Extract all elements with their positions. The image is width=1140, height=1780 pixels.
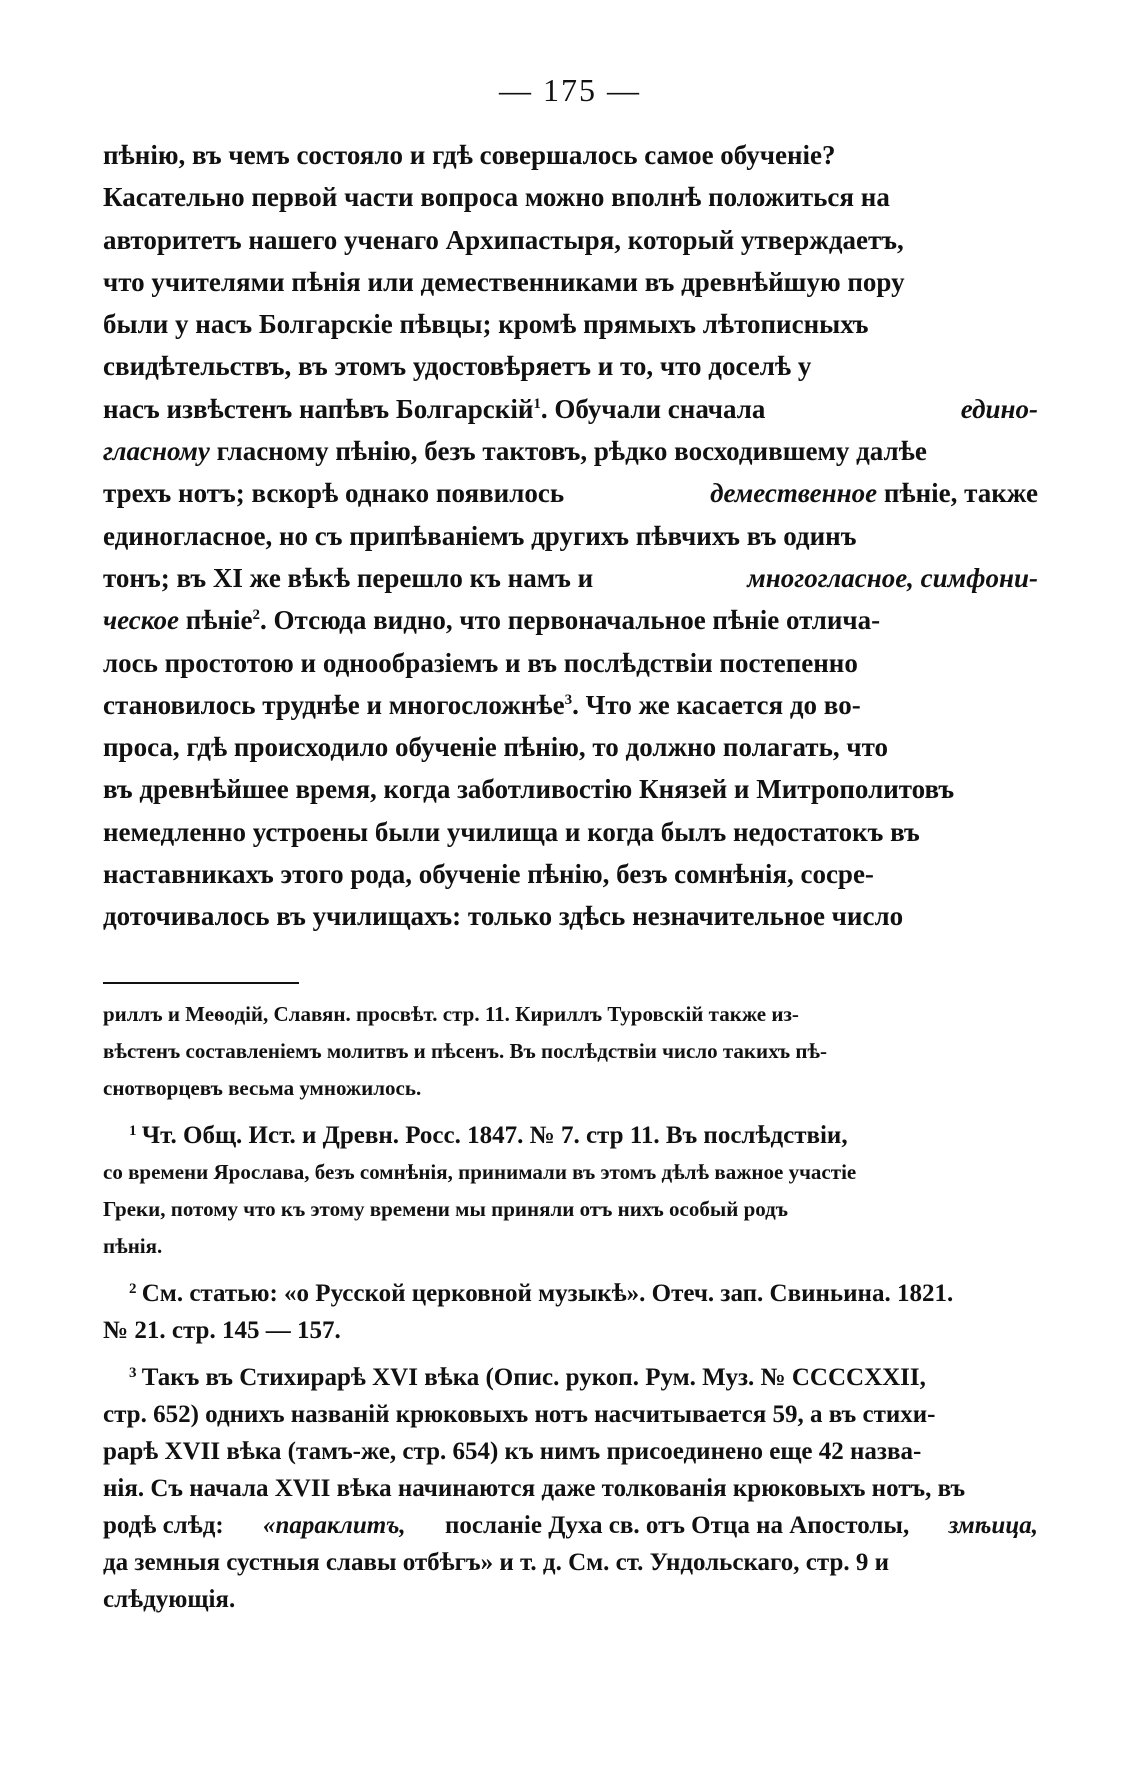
- text-span: посланіе Духа св. отъ Отца на Апостолы,: [444, 1512, 910, 1539]
- text-span: . Что же касается до во-: [572, 689, 861, 720]
- text-line: [103, 642, 1038, 684]
- italic-term: ческое: [103, 605, 179, 636]
- footnote-line: [103, 1275, 1038, 1312]
- italic-term: «параклитъ,: [262, 1512, 406, 1539]
- footnote-line: [103, 1581, 1038, 1618]
- footnote-line: [103, 1191, 1038, 1228]
- text-line: [103, 345, 1038, 387]
- footnote-2: [103, 1275, 1038, 1349]
- text-span: [103, 599, 880, 641]
- footnote-ref: 2: [252, 607, 260, 624]
- footnote-ref: 3: [564, 691, 573, 708]
- text-span: становилось труднѣе и многосложнѣе: [103, 689, 565, 720]
- page-number: — 175 —: [499, 72, 641, 108]
- text-line: [103, 557, 1038, 599]
- footnote-line: [103, 1359, 1038, 1396]
- text-span: рарѣ XVII вѣка (тамъ-же, стр. 654) къ нимъ присоединено еще 42 назва-: [103, 1438, 922, 1465]
- text-span: Касательно первой части вопроса можно вполнѣ положиться на: [103, 182, 890, 213]
- italic-term: змѣица,: [948, 1512, 1038, 1539]
- text-span: См. статью: «о Русской церковной музыкѣ». Отеч. зап. Свиньина. 1821.: [141, 1280, 954, 1307]
- text-span: тонъ; въ XI же вѣкѣ перешло къ намъ и: [103, 562, 594, 593]
- text-line: [103, 768, 1038, 810]
- footnote-line: [103, 1228, 1038, 1265]
- footnote-1: [103, 1117, 1038, 1265]
- text-span: гласному пѣнію, безъ тактовъ, рѣдко восходившему далѣе: [216, 436, 927, 467]
- footnote-3: [103, 1359, 1038, 1618]
- footnotes: [103, 996, 1038, 1628]
- text-line: [103, 261, 1038, 303]
- text-line: [103, 176, 1038, 218]
- text-span: вѣстенъ составленіемъ молитвъ и пѣсенъ. Въ послѣдствіи число такихъ пѣ-: [103, 1039, 828, 1063]
- text-span: [129, 1275, 953, 1312]
- text-span: доточивалось въ училищахъ: только здѣсь незначительное число: [103, 901, 904, 932]
- footnote-line: [103, 1312, 1038, 1349]
- footnote-mark: 1: [129, 1123, 137, 1139]
- footnote-line: [103, 1117, 1038, 1154]
- text-line: [103, 303, 1038, 345]
- footnote-line: [103, 1396, 1038, 1433]
- text-span: . Обучали сначала: [540, 393, 766, 424]
- text-span: снотворцевъ весьма умножилось.: [103, 1076, 422, 1100]
- footnote-line: [103, 996, 1038, 1033]
- footnote-line: [103, 1507, 1038, 1544]
- text-span: трехъ нотъ; вскорѣ однако появилось: [103, 478, 565, 509]
- footnote-line: [103, 1033, 1038, 1070]
- text-span: пѣніе, также: [883, 478, 1038, 509]
- text-span: родѣ слѣд:: [103, 1512, 224, 1539]
- text-line: [103, 684, 1038, 726]
- text-span: Такъ въ Стихирарѣ XVI вѣка (Опис. рукоп. Рум. Муз. № CCCCXXII,: [141, 1364, 926, 1391]
- text-span: риллъ и Меѳодій, Славян. просвѣт. стр. 11. Кириллъ Туровскій также из-: [103, 1002, 799, 1026]
- text-line: [103, 853, 1038, 895]
- text-span: наставникахъ этого рода, обученіе пѣнію, безъ сомнѣнія, сосре-: [103, 859, 874, 890]
- text-span: проса, гдѣ происходило обученіе пѣнію, то должно полагать, что: [103, 732, 888, 763]
- text-span: что учителями пѣнія или демественниками въ древнѣйшую пору: [103, 266, 905, 297]
- footnote-line: [103, 1470, 1038, 1507]
- text-span: . Отсюда видно, что первоначальное пѣніе отлича-: [260, 605, 881, 636]
- text-span: нія. Съ начала XVII вѣка начинаются даже толкованія крюковыхъ нотъ, въ: [103, 1475, 966, 1502]
- text-span: немедленно устроены были училища и когда былъ недостатокъ въ: [103, 816, 920, 847]
- text-line: [103, 515, 1038, 557]
- footnote-mark: 2: [129, 1281, 137, 1297]
- text-line: [103, 599, 1038, 641]
- text-span: пѣнію, въ чемъ состояло и гдѣ совершалось самое обученіе?: [103, 140, 836, 170]
- text-span: пѣнія.: [103, 1234, 163, 1258]
- text-line: [103, 388, 1038, 430]
- text-span: [103, 388, 765, 430]
- footnote-line: [103, 1433, 1038, 1470]
- text-line: [103, 430, 1038, 472]
- text-span: слѣдующія.: [103, 1586, 236, 1613]
- text-span: [710, 472, 1038, 514]
- text-span: пѣніе: [185, 605, 253, 636]
- text-span: [129, 1117, 848, 1154]
- footnote-continuation: [103, 996, 1038, 1107]
- text-line: [103, 472, 1038, 514]
- text-span: единогласное, но съ припѣваніемъ другихъ пѣвчихъ въ одинъ: [103, 520, 857, 551]
- text-line: [103, 134, 1038, 176]
- footnote-separator: [103, 982, 299, 984]
- text-span: лось простотою и однообразіемъ и въ послѣдствіи постепенно: [103, 647, 858, 678]
- text-span: были у насъ Болгарскіе пѣвцы; кромѣ прямыхъ лѣтописныхъ: [103, 309, 869, 340]
- footnote-line: [103, 1070, 1038, 1107]
- text-span: № 21. стр. 145 — 157.: [103, 1317, 341, 1344]
- text-span: стр. 652) однихъ названій крюковыхъ нотъ насчитывается 59, а въ стихи-: [103, 1401, 936, 1428]
- italic-term: гласному: [103, 436, 210, 467]
- text-line: [103, 726, 1038, 768]
- italic-term: многогласное, симфони-: [747, 562, 1038, 593]
- text-span: [129, 1359, 926, 1396]
- text-line: [103, 895, 1038, 937]
- italic-term: демественное: [710, 478, 878, 509]
- text-span: насъ извѣстенъ напѣвъ Болгарскій: [103, 393, 534, 424]
- main-text: [103, 134, 1038, 938]
- text-line: [103, 219, 1038, 261]
- text-span: [103, 430, 927, 472]
- text-span: Греки, потому что къ этому времени мы приняли отъ нихъ особый родъ: [103, 1197, 789, 1221]
- footnote-mark: 3: [129, 1365, 137, 1381]
- text-span: со времени Ярослава, безъ сомнѣнія, принимали въ этомъ дѣлѣ важное участіе: [103, 1160, 857, 1184]
- text-span: Чт. Общ. Ист. и Древн. Росс. 1847. № 7. стр 11. Въ послѣдствіи,: [141, 1122, 848, 1149]
- footnote-ref: 1: [533, 395, 541, 412]
- footnote-line: [103, 1154, 1038, 1191]
- text-line: [103, 811, 1038, 853]
- text-span: да земныя сустныя славы отбѣгъ» и т. д. См. ст. Ундольскаго, стр. 9 и: [103, 1549, 889, 1576]
- footnote-line: [103, 1544, 1038, 1581]
- text-span: [103, 684, 861, 726]
- italic-term: едино-: [960, 393, 1038, 424]
- text-span: въ древнѣйшее время, когда заботливостію Князей и Митрополитовъ: [103, 774, 955, 805]
- text-span: свидѣтельствъ, въ этомъ удостовѣряетъ и то, что доселѣ у: [103, 351, 812, 382]
- text-span: авторитетъ нашего ученаго Архипастыря, который утверждаетъ,: [103, 224, 904, 255]
